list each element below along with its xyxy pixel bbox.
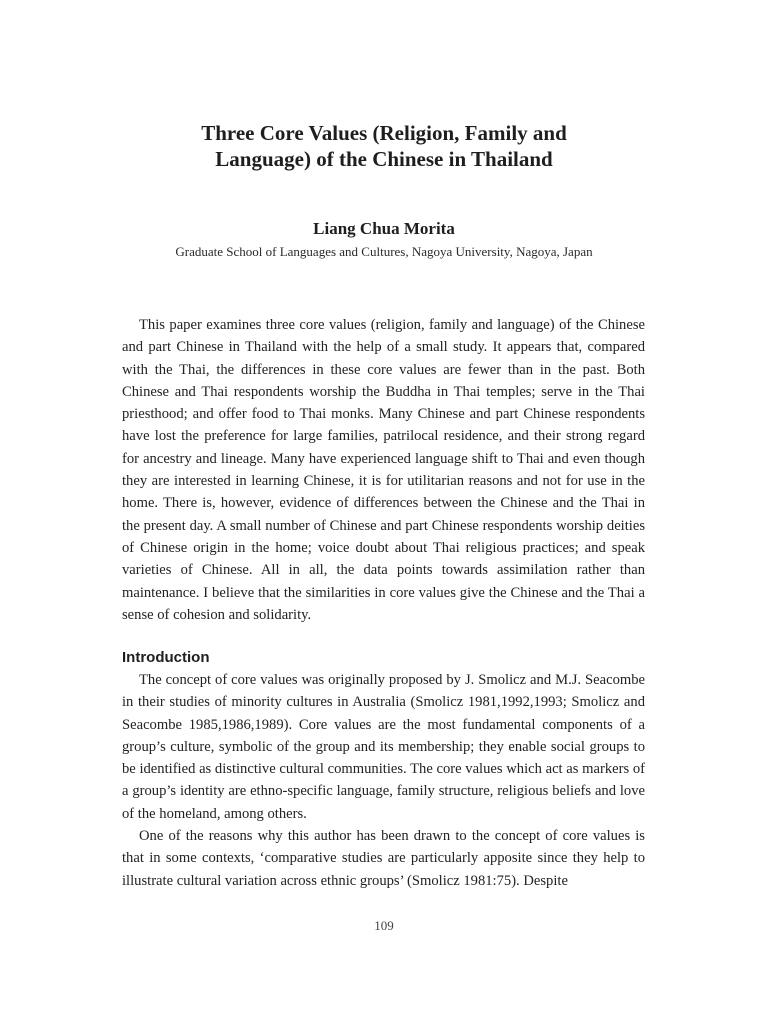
introduction-paragraph-1: The concept of core values was originally proposed by J. Smolicz and M.J. Seacombe in their studies of minority cultures in Australia (Smolicz 1981,1992,1993; Smolicz and Seacombe 1985,1986,1989). Core values are the most fundamental components of a group’s culture, symbolic of the group and its membership; they enable social groups to be identified as distinctive cultural communities. The core values which act as markers of a group’s identity are ethno-specific language, family structure, religious beliefs and love of the homeland, among others. xyxy=(122,672,645,822)
paper-title-line-2: Language) of the Chinese in Thailand xyxy=(215,147,553,171)
author-name: Liang Chua Morita xyxy=(313,219,455,238)
introduction-body xyxy=(122,669,645,892)
introduction-paragraph-2: One of the reasons why this author has been drawn to the concept of core values is that in some contexts, ‘comparative studies are particularly apposite since they help to illustrate cultural variation across ethnic groups’ (Smolicz 1981:75). Despite xyxy=(122,828,645,889)
abstract-paragraph: This paper examines three core values (religion, family and language) of the Chinese and part Chinese in Thailand with the help of a small study. It appears that, compared with the Thai, the differences in these core values are fewer than in the past. Both Chinese and Thai respondents worship the Buddha in Thai temples; serve in the Thai priesthood; and offer food to Thai monks. Many Chinese and part Chinese respondents have lost the preference for large families, patrilocal residence, and their strong regard for ancestry and lineage. Many have experienced language shift to Thai and even though they are interested in learning Chinese, it is for utilitarian reasons and not for use in the home. There is, however, evidence of differences between the Chinese and the Thai in the present day. A small number of Chinese and part Chinese respondents worship deities of Chinese origin in the home; voice doubt about Thai religious practices; and speak varieties of Chinese. All in all, the data points towards assimilation rather than maintenance. I believe that the similarities in core values give the Chinese and the Thai a sense of cohesion and solidarity. xyxy=(122,317,645,623)
introduction-heading: Introduction xyxy=(122,649,210,666)
author-affiliation: Graduate School of Languages and Cultures, Nagoya University, Nagoya, Japan xyxy=(175,244,593,259)
page-number: 109 xyxy=(374,918,394,933)
paper-title-line-1: Three Core Values (Religion, Family and xyxy=(201,121,567,145)
paper-title xyxy=(0,120,768,172)
